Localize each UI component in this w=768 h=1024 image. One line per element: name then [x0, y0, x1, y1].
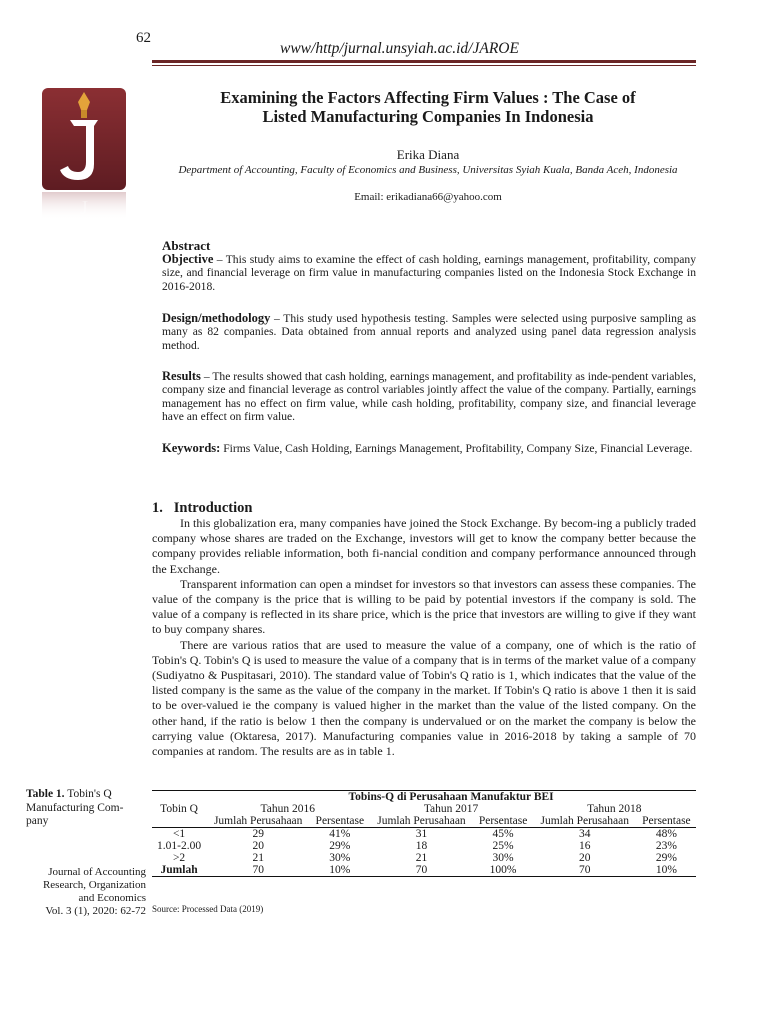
year-header: Tahun 2017	[423, 803, 479, 815]
journal-url[interactable]: www/http/jurnal.unsyiah.ac.id/JAROE	[280, 40, 519, 57]
journal-line-1: Journal of Accounting	[48, 866, 146, 878]
intro-paragraph-1: In this globalization era, many companies have joined the Stock Exchange. By becom-ing a publicly traded company whose shares are traded on the Exchange, investors will get to know the company better because the company provides reliable information, both fi-nancial condition and company performance announced through the Exchange.	[152, 516, 696, 576]
introduction-body	[152, 516, 696, 759]
col-header-jumlah: Jumlah Perusahaan	[213, 815, 303, 827]
journal-line-3: and Economics	[78, 892, 146, 904]
table-cell: 70	[415, 864, 428, 876]
table-cell: 31	[415, 828, 428, 840]
table-cell: 41%	[329, 828, 351, 840]
table-cell: 30%	[492, 852, 514, 864]
keywords-text: Firms Value, Cash Holding, Earnings Management, Profitability, Company Size, Financial Leverage.	[220, 442, 693, 455]
table-caption	[26, 788, 144, 829]
section-heading-introduction: 1. Introduction	[152, 500, 253, 516]
table-cell: 48%	[655, 828, 677, 840]
tobin-q-table	[152, 790, 696, 877]
table-cell: 10%	[329, 864, 351, 876]
table-row	[152, 852, 696, 864]
table-cell: Jumlah	[160, 864, 198, 876]
table-cell: 21	[252, 852, 264, 864]
table-caption-text: Tobin's Q Manufacturing Com-pany	[26, 788, 124, 827]
table-row-header: Tobin Q	[160, 803, 198, 815]
abstract-results	[162, 370, 696, 424]
col-header-persentase: Persentase	[642, 815, 691, 827]
table-row	[152, 840, 696, 852]
table-cell: 29%	[329, 840, 351, 852]
table-cell: 20	[252, 840, 264, 852]
table-cell: 29	[252, 828, 264, 840]
table-row-total	[152, 864, 696, 877]
table-cell: 10%	[655, 864, 677, 876]
keywords-label: Keywords:	[162, 441, 221, 455]
table-label: Table 1.	[26, 788, 65, 800]
page-number: 62	[136, 30, 151, 46]
table-cell: 29%	[655, 852, 677, 864]
table-cell: 25%	[492, 840, 514, 852]
abstract-heading: Abstract	[162, 238, 211, 253]
table-cell: 100%	[489, 864, 517, 876]
author-email[interactable]: Email: erikadiana66@yahoo.com	[354, 191, 502, 203]
logo-letter: J	[80, 197, 88, 219]
table-cell: 20	[578, 852, 591, 864]
table-cell: 30%	[329, 852, 351, 864]
objective-text: – This study aims to examine the effect of cash holding, earnings management, profitability, company size, and financial leverage on firm value in manufacturing companies listed on the Indonesia Stock Exchange in 2016-2018.	[162, 253, 696, 293]
table-cell: 1.01-2.00	[157, 840, 202, 852]
journal-info	[20, 866, 146, 918]
col-header-jumlah: Jumlah Perusahaan	[540, 815, 629, 827]
table-title: Tobins-Q di Perusahaan Manufaktur BEI	[348, 791, 554, 803]
journal-line-4: Vol. 3 (1), 2020: 62-72	[45, 905, 146, 917]
title-line-2: Listed Manufacturing Companies In Indonesia	[262, 107, 594, 126]
table-cell: 18	[415, 840, 428, 852]
paper-title	[160, 88, 696, 126]
objective-label: Objective	[162, 252, 214, 266]
abstract-keywords	[162, 442, 696, 455]
results-label: Results	[162, 369, 201, 383]
year-header: Tahun 2016	[260, 803, 315, 815]
author-name: Erika Diana	[396, 147, 460, 162]
design-text: – This study used hypothesis testing. Samples were selected using purposive sampling as many as 82 companies. Data obtained from annual reports and analyzed using panel data regression analysis method.	[162, 312, 696, 352]
table-cell: 34	[578, 828, 591, 840]
table-cell: 21	[415, 852, 428, 864]
author-affiliation: Department of Accounting, Faculty of Economics and Business, Universitas Syiah Kuala, Banda Aceh, Indonesia	[178, 164, 678, 176]
intro-paragraph-3: There are various ratios that are used to measure the value of a company, one of which is the ratio of Tobin's Q. Tobin's Q is used to measure the value of a company that is in terms of the market value of a company (Sudiyatno & Puspitasari, 2010). The standard value of Tobin's Q ratio is 1, which indicates that the value of the listed company is the same as the value of the company in the market. If Tobin's Q ratio is above 1 then it is said to be over-valued ie the company is valued higher in the market than the value of the listed company. On the other hand, if the ratio is below 1 then the company is undervalued or on the market the company is below the carrying value (Oktaresa, 2017). Manufacturing companies value in 2016-2018 by taking a sample of 70 companies at random. The results are as in table 1.	[152, 637, 696, 759]
header-rule-thin	[152, 65, 696, 66]
journal-line-2: Research, Organization	[42, 879, 146, 891]
abstract-design	[162, 312, 696, 352]
header-rule-thick	[152, 60, 696, 63]
col-header-persentase: Persentase	[478, 815, 528, 827]
table-source: Source: Processed Data (2019)	[152, 904, 264, 914]
col-header-persentase: Persentase	[315, 815, 365, 827]
table-cell: 45%	[492, 828, 514, 840]
intro-paragraph-2: Transparent information can open a mindset for investors so that investors can assess these companies. The value of the company is the price that is willing to be paid by potential investors if the company is sold. The value of a company is reflected in its share price, which is the price that investors are willing to give if they want to buy company shares.	[152, 576, 696, 637]
results-text: – The results showed that cash holding, earnings management, and profitability as inde-pendent variables, company size and financial leverage as control variables jointly affect the value of the company. Partially, earnings management has no effect on firm value, while cash holding, profitability, company size, and financial leverage have an effect on firm value.	[162, 370, 696, 424]
table-row	[152, 828, 696, 841]
table-cell: 16	[578, 840, 591, 852]
title-line-1: Examining the Factors Affecting Firm Values : The Case of	[220, 88, 636, 107]
abstract-objective	[162, 253, 696, 293]
table-cell: 23%	[655, 840, 677, 852]
table-cell: 70	[578, 864, 591, 876]
year-header: Tahun 2018	[587, 803, 642, 815]
design-label: Design/methodology	[162, 311, 271, 325]
table-cell: 70	[252, 864, 264, 876]
journal-logo	[42, 88, 126, 220]
col-header-jumlah: Jumlah Perusahaan	[377, 815, 466, 827]
table-cell: >2	[172, 852, 186, 864]
table-cell: <1	[172, 828, 186, 840]
